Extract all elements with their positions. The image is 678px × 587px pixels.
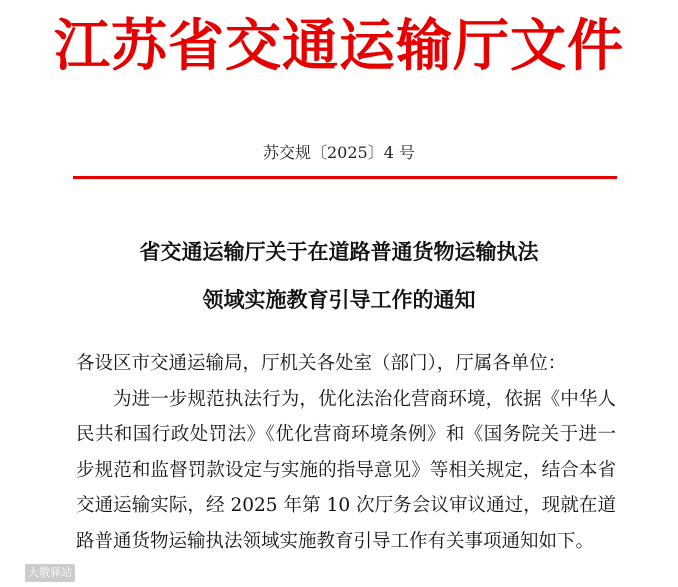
watermark xyxy=(6,564,75,582)
red-separator-line xyxy=(73,176,617,179)
document-title xyxy=(60,228,618,324)
document-number: 苏交规〔2025〕4 号 xyxy=(263,143,415,162)
document-title-line-1: 省交通运输厅关于在道路普通货物运输执法 xyxy=(139,240,539,264)
salutation: 各设区市交通运输局，厅机关各处室（部门），厅属各单位： xyxy=(76,353,567,374)
masthead-title: 江苏省交通运输厅文件 xyxy=(54,13,624,79)
watermark-text: 大敬驿站 xyxy=(25,564,75,582)
document-body xyxy=(76,346,616,559)
weibo-icon xyxy=(6,565,22,581)
body-paragraph-1: 为进一步规范执法行为，优化法治化营商环境，依据《中华人民共和国行政处罚法》《优化营商环境条例》和《国务院关于进一步规范和监督罚款设定与实施的指导意见》等相关规定，结合本省交通运输实际，经 2025 年第 10 次厅务会议审议通过，现就在道路普通货物运输执法领域实施教育引导工作有关事项通知如下。 xyxy=(76,388,616,552)
document-title-line-2: 领域实施教育引导工作的通知 xyxy=(202,288,476,312)
